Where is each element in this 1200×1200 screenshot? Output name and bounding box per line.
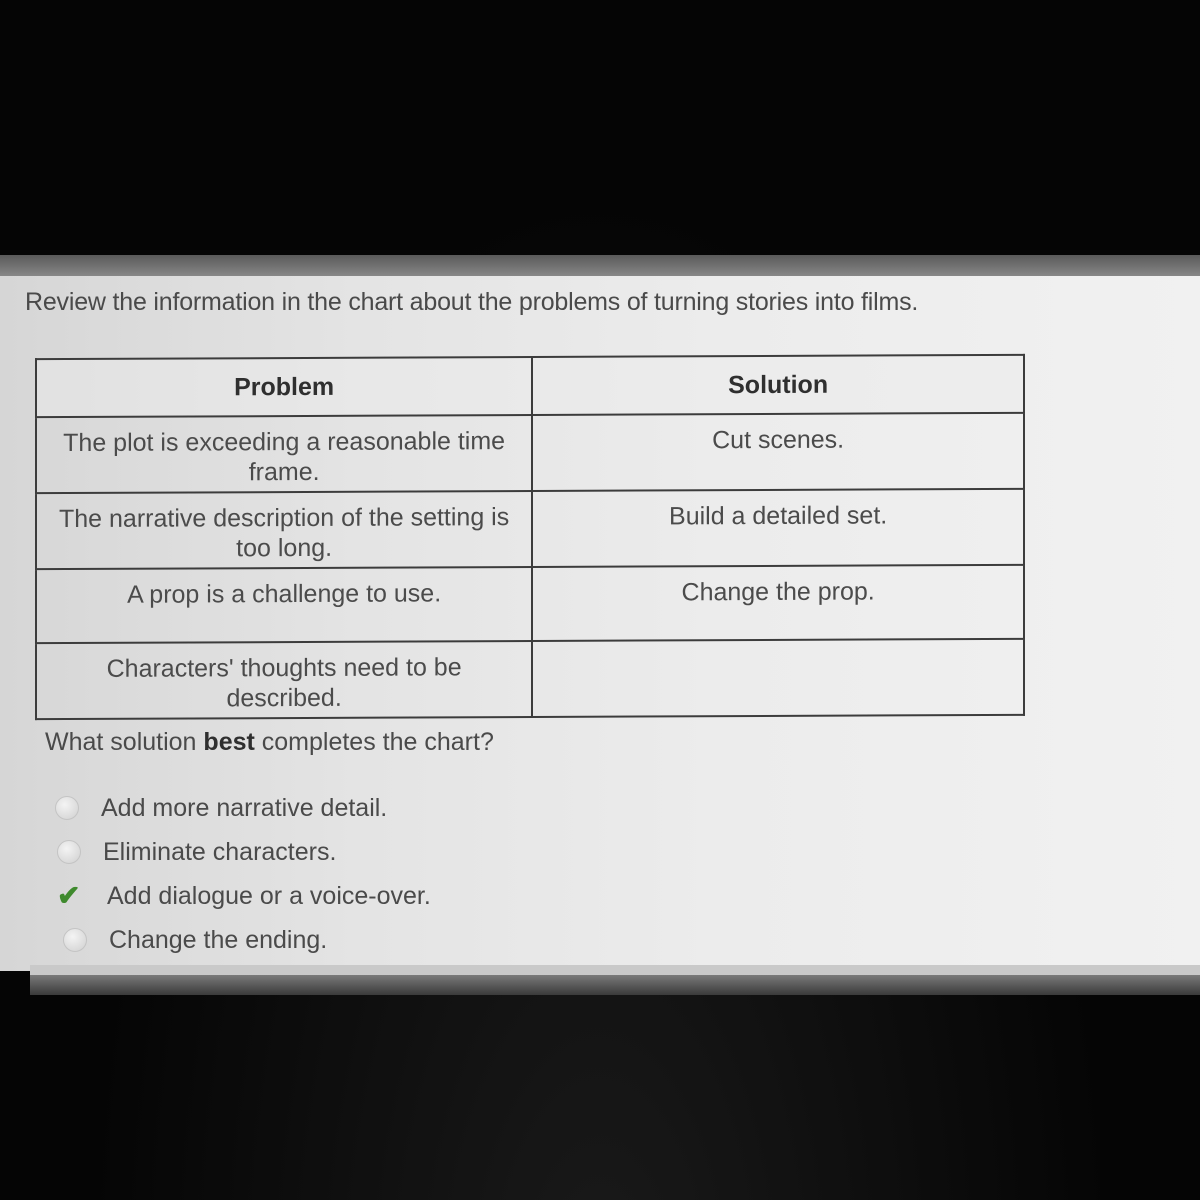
answer-option-label: Add dialogue or a voice-over. <box>107 881 431 910</box>
radio-button-icon[interactable] <box>63 928 87 952</box>
question-text-bold: best <box>203 728 255 756</box>
question-text-after: completes the chart? <box>254 728 494 756</box>
answer-option-3[interactable] <box>54 874 431 918</box>
header-problem: Problem <box>36 357 532 417</box>
answer-option-label: Add more narrative detail. <box>101 793 388 822</box>
question-prompt <box>45 728 494 757</box>
question-text-before: What solution <box>45 728 204 756</box>
table-row <box>36 639 1024 719</box>
answer-options <box>50 786 431 962</box>
table-row <box>36 489 1024 569</box>
solution-cell-blank <box>532 639 1024 717</box>
problem-cell: A prop is a challenge to use. <box>36 567 532 643</box>
table-row <box>36 413 1024 493</box>
answer-option-label: Eliminate characters. <box>103 837 337 866</box>
solution-cell: Change the prop. <box>532 565 1024 641</box>
solution-cell: Build a detailed set. <box>532 489 1024 567</box>
checkmark-icon[interactable]: ✔ <box>57 880 81 911</box>
table-row <box>36 565 1024 643</box>
question-panel <box>0 276 1200 971</box>
radio-button-icon[interactable] <box>55 796 79 820</box>
header-solution: Solution <box>532 355 1024 415</box>
problem-cell: The plot is exceeding a reasonable time frame. <box>36 415 532 493</box>
screen-bottom-bezel <box>30 965 1200 995</box>
answer-option-4[interactable] <box>58 918 431 962</box>
answer-option-1[interactable] <box>50 786 431 830</box>
problem-cell: The narrative description of the setting is too long. <box>36 491 532 569</box>
solution-cell: Cut scenes. <box>532 413 1024 491</box>
answer-option-2[interactable] <box>52 830 431 874</box>
chart-header-row <box>36 355 1024 417</box>
radio-button-icon[interactable] <box>57 840 81 864</box>
answer-option-label: Change the ending. <box>109 925 328 954</box>
screen-bottom-edge <box>30 965 1200 975</box>
question-intro: Review the information in the chart about the problems of turning stories into films. <box>25 288 919 316</box>
problem-cell: Characters' thoughts need to be described. <box>36 641 532 719</box>
problem-solution-chart <box>35 354 1025 720</box>
